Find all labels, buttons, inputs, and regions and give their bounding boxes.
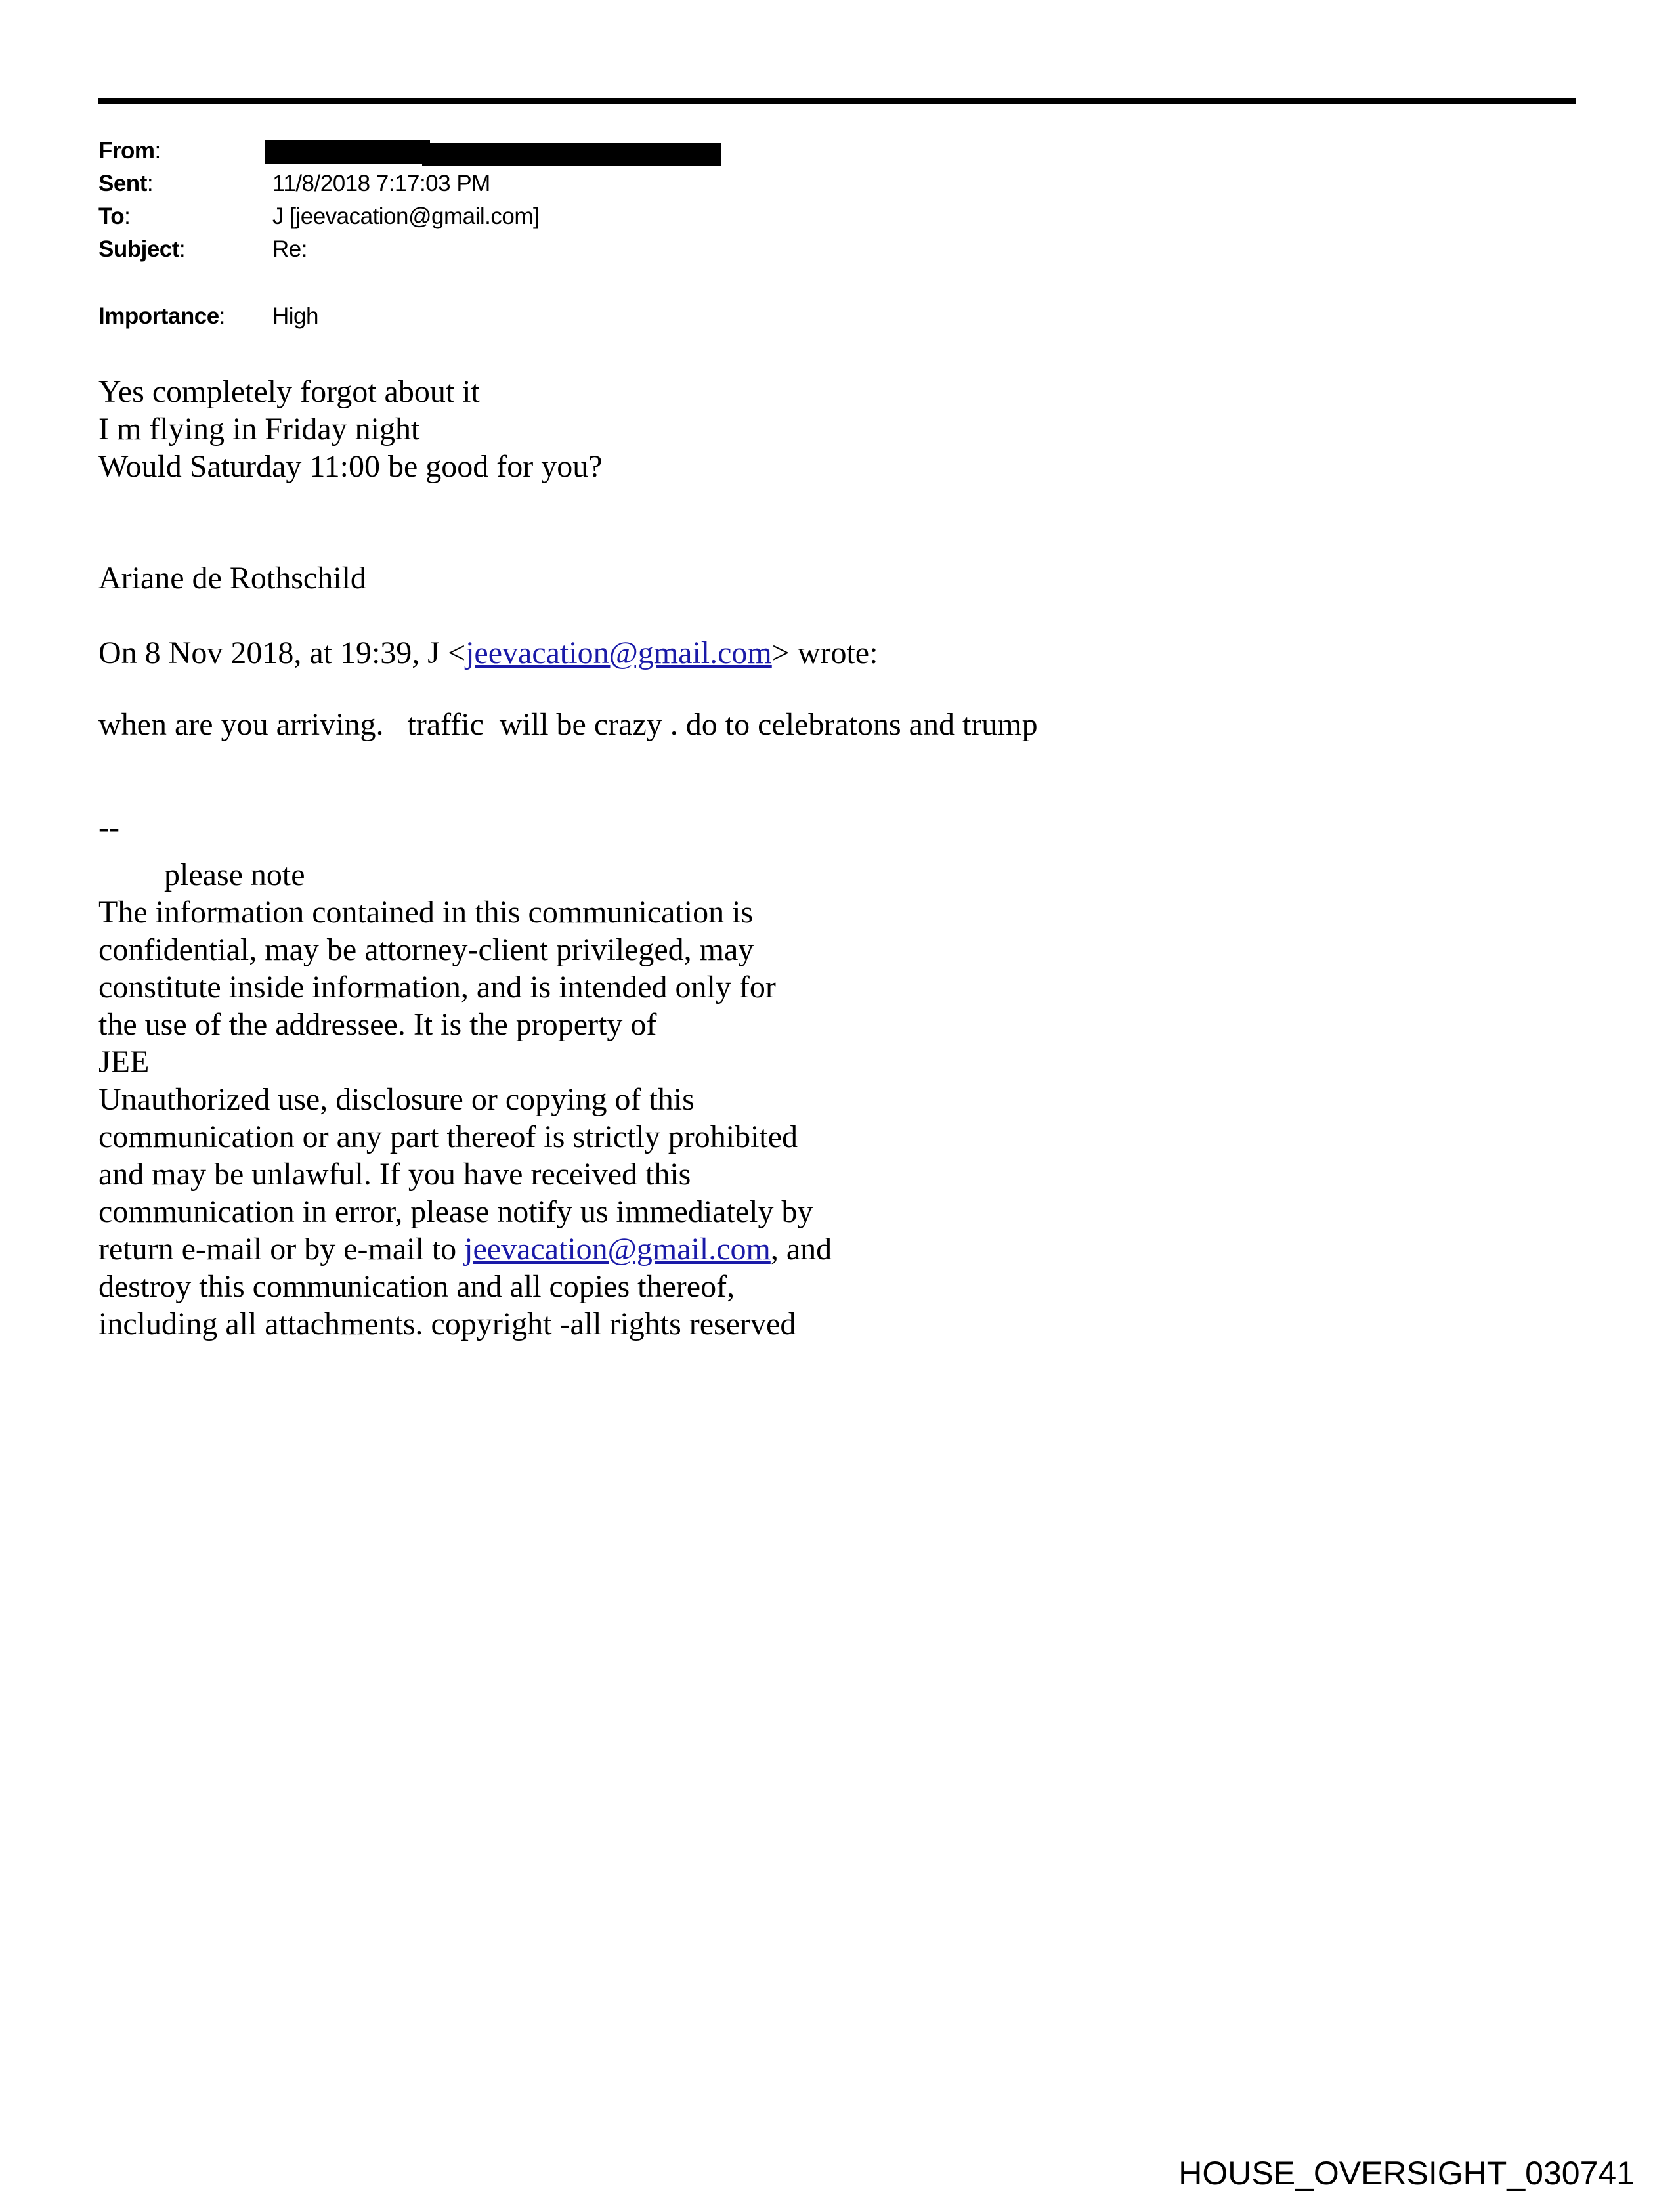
disclaimer-line: communication or any part thereof is strictly prohibited bbox=[98, 1119, 798, 1154]
header-divider-rule bbox=[98, 98, 1576, 104]
to-value: J [jeevacation@gmail.com] bbox=[272, 204, 540, 229]
reply-line: Would Saturday 11:00 be good for you? bbox=[98, 449, 603, 484]
sent-value: 11/8/2018 7:17:03 PM bbox=[272, 171, 490, 196]
importance-value: High bbox=[272, 303, 318, 329]
disclaimer-line: communication in error, please notify us immediately by bbox=[98, 1194, 813, 1229]
disclaimer-line: Unauthorized use, disclosure or copying of this bbox=[98, 1082, 695, 1117]
quote-email-link[interactable]: jeevacation@gmail.com bbox=[465, 636, 772, 670]
disclaimer-email-prefix: return e-mail or by e-mail to bbox=[98, 1232, 465, 1267]
signature-separator: -- bbox=[98, 810, 119, 845]
quote-header bbox=[98, 634, 878, 672]
disclaimer-line: and may be unlawful. If you have received this bbox=[98, 1157, 691, 1192]
importance-label: Importance: bbox=[98, 303, 225, 329]
disclaimer-email-suffix: , and bbox=[770, 1232, 832, 1267]
reply-line: I m flying in Friday night bbox=[98, 412, 420, 446]
bates-number: HOUSE_OVERSIGHT_030741 bbox=[1178, 2155, 1635, 2192]
disclaimer-heading: please note bbox=[164, 857, 305, 892]
disclaimer-email-link[interactable]: jeevacation@gmail.com bbox=[464, 1232, 771, 1267]
disclaimer-email-line bbox=[98, 1230, 832, 1268]
disclaimer-line: confidential, may be attorney-client privileged, may bbox=[98, 932, 754, 967]
sent-label: Sent: bbox=[98, 171, 154, 196]
disclaimer-line: the use of the addressee. It is the property of bbox=[98, 1007, 657, 1042]
disclaimer-line: including all attachments. copyright -all rights reserved bbox=[98, 1307, 796, 1341]
disclaimer-line: destroy this communication and all copies thereof, bbox=[98, 1269, 735, 1304]
quote-header-suffix: > wrote: bbox=[771, 636, 878, 670]
redaction-block bbox=[422, 143, 721, 166]
reply-line: Yes completely forgot about it bbox=[98, 374, 480, 409]
disclaimer-line: JEE bbox=[98, 1045, 150, 1079]
subject-label: Subject: bbox=[98, 236, 186, 262]
to-label: To: bbox=[98, 204, 131, 229]
quote-header-prefix: On 8 Nov 2018, at 19:39, J < bbox=[98, 636, 466, 670]
reply-body bbox=[98, 373, 603, 485]
subject-value: Re: bbox=[272, 236, 307, 262]
confidentiality-disclaimer bbox=[98, 856, 832, 1343]
sender-signature: Ariane de Rothschild bbox=[98, 561, 366, 596]
disclaimer-line: The information contained in this communication is bbox=[98, 895, 754, 930]
redaction-block bbox=[265, 140, 430, 164]
quoted-message-body: when are you arriving. traffic will be crazy . do to celebratons and trump bbox=[98, 707, 1038, 742]
from-label: From: bbox=[98, 138, 161, 163]
disclaimer-line: constitute inside information, and is intended only for bbox=[98, 970, 776, 1005]
